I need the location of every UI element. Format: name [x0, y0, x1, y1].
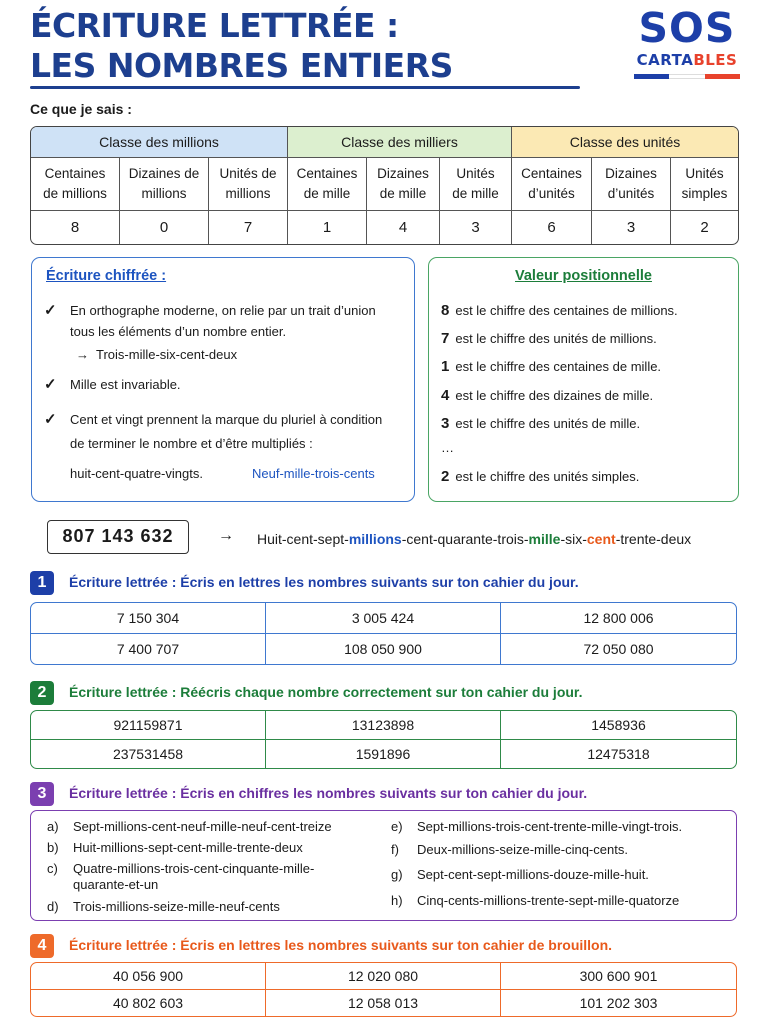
logo-sos-text: SOS [638, 4, 736, 52]
exercise-1-title: Écriture lettrée : Écris en lettres les nombres suivants sur ton cahier du jour. [69, 574, 579, 590]
digit-cell: 4 [367, 211, 440, 244]
rule-example: Neuf-mille-trois-cents [252, 466, 375, 481]
exercise-number-badge: 2 [30, 681, 54, 705]
flag-blue [634, 74, 669, 79]
exercise-2-title: Écriture lettrée : Réécris chaque nombre correctement sur ton cahier du jour. [69, 684, 583, 700]
rank-header: Centaines de millions [31, 158, 120, 211]
rank-header: Unités simples [671, 158, 738, 211]
logo-carta: CARTA [636, 51, 694, 69]
checkmark-icon: ✓ [44, 302, 57, 319]
rule-example: huit-cent-quatre-vingts. [70, 466, 203, 481]
position-row: 3 est le chiffre des unités de mille. [441, 415, 641, 432]
checkmark-icon: ✓ [44, 376, 57, 393]
rank-header: Dizaines de millions [120, 158, 209, 211]
rank-header: Dizaines de mille [367, 158, 440, 211]
grid-cell: 7 400 707 [31, 634, 266, 665]
exercise-2-grid [30, 710, 737, 769]
ellipsis-row: … [441, 440, 454, 455]
grid-cell: 12 020 080 [266, 963, 501, 990]
grid-cell: 3 005 424 [266, 603, 501, 634]
grid-cell: 237531458 [31, 740, 266, 769]
grid-cell: 921159871 [31, 711, 266, 740]
rank-header: Unités de mille [440, 158, 512, 211]
grid-cell: 108 050 900 [266, 634, 501, 665]
flag-red [705, 74, 740, 79]
digit-cell: 3 [440, 211, 512, 244]
arrow-right-icon: → [218, 527, 234, 544]
digit-cell: 1 [288, 211, 367, 244]
list-item: c) Quatre-millions-trois-cent-cinquante-mille- quarante-et-un [47, 861, 315, 892]
grid-cell: 300 600 901 [501, 963, 736, 990]
logo-cartables-text [628, 51, 746, 69]
sos-cartables-logo [628, 6, 746, 79]
digit-cell: 8 [31, 211, 120, 244]
rank-header: Unités de millions [209, 158, 288, 211]
digit-cell: 0 [120, 211, 209, 244]
exercise-1-grid [30, 602, 737, 665]
section-label-know: Ce que je sais : [30, 101, 132, 117]
class-milliers-header: Classe des milliers [288, 127, 512, 158]
title-underline [30, 86, 580, 89]
grid-cell: 101 202 303 [579, 994, 658, 1011]
class-millions-header: Classe des millions [31, 127, 288, 158]
flag-white [669, 74, 704, 79]
position-row: 1 est le chiffre des centaines de mille. [441, 358, 662, 375]
grid-cell: 7 150 304 [31, 603, 266, 634]
exercise-4-grid [30, 962, 737, 1017]
position-row: 2 est le chiffre des unités simples. [441, 468, 640, 485]
number-classes-table [30, 126, 739, 245]
position-row: 8 est le chiffre des centaines de millions. [441, 302, 678, 319]
title-line-2: LES NOMBRES ENTIERS [30, 46, 453, 85]
class-unites-header: Classe des unités [512, 127, 738, 158]
grid-cell: 13123898 [266, 711, 501, 740]
ecriture-chiffree-title: Écriture chiffrée : [46, 268, 167, 284]
rank-header: Centaines d’unités [512, 158, 592, 211]
exercise-3-title: Écriture lettrée : Écris en chiffres les nombres suivants sur ton cahier du jour. [69, 785, 588, 801]
rule-text: Mille est invariable. [70, 377, 181, 392]
grid-cell: 72 050 080 [583, 640, 654, 657]
rule-text: de terminer le nombre et d’être multipliés : [70, 436, 313, 451]
rank-header: Centaines de mille [288, 158, 367, 211]
digit-cell: 7 [209, 211, 288, 244]
valeur-positionnelle-title: Valeur positionnelle [515, 268, 652, 284]
exercise-3-list: a) Sept-millions-cent-neuf-mille-neuf-cent-treize b) Huit-millions-sept-cent-mille-trente-deux c) Quatre-millions-trois-cent-cinquante-mille- quarante-et-un d) Trois-millions-seize-mille-neuf-cents e) Sept-millions-trois-cent-trente-mille-vingt-trois. f) Deux-millions-seize-mille-cinq-cents. g) Sept-cent-sept-millions-douze-mille-huit. h) Cinq-cents-millions-trente-sept-mille-quatorze [30, 810, 737, 921]
exercise-number-badge: 4 [30, 934, 54, 958]
position-row: 4 est le chiffre des dizaines de mille. [441, 387, 654, 404]
rule-text: Cent et vingt prennent la marque du pluriel à condition [70, 412, 383, 427]
digit-cell: 3 [592, 211, 671, 244]
grid-cell: 40 056 900 [31, 963, 266, 990]
grid-cell: 1591896 [266, 740, 501, 769]
french-flag-bar [634, 74, 740, 79]
position-row: 7 est le chiffre des unités de millions. [441, 330, 657, 347]
grid-cell: 12 058 013 [266, 990, 501, 1017]
rank-header: Dizaines d’unités [592, 158, 671, 211]
valeur-positionnelle-card [428, 257, 739, 502]
checkmark-icon: ✓ [44, 411, 57, 428]
logo-bles: BLES [693, 51, 738, 69]
grid-cell: 12475318 [587, 745, 650, 762]
page-title [30, 6, 453, 86]
example-number-box: 807 143 632 [47, 520, 189, 554]
rule-example: → Trois-mille-six-cent-deux [76, 347, 238, 362]
digit-cell: 2 [700, 219, 709, 236]
ecriture-chiffree-card [31, 257, 415, 502]
example-words: Huit-cent-sept-millions-cent-quarante-trois-mille-six-cent-trente-deux [257, 531, 692, 547]
arrow-right-icon: → [76, 347, 89, 362]
grid-cell: 12 800 006 [501, 603, 736, 634]
title-line-1: ÉCRITURE LETTRÉE : [30, 6, 399, 45]
rule-text: En orthographe moderne, on relie par un trait d’union [70, 303, 376, 318]
exercise-number-badge: 1 [30, 571, 54, 595]
rule-text: tous les éléments d’un nombre entier. [70, 324, 287, 339]
exercise-number-badge: 3 [30, 782, 54, 806]
exercise-4-title: Écriture lettrée : Écris en lettres les nombres suivants sur ton cahier de brouillon. [69, 937, 613, 953]
grid-cell: 40 802 603 [31, 990, 266, 1017]
digit-cell: 6 [512, 211, 592, 244]
grid-cell: 1458936 [501, 711, 736, 740]
